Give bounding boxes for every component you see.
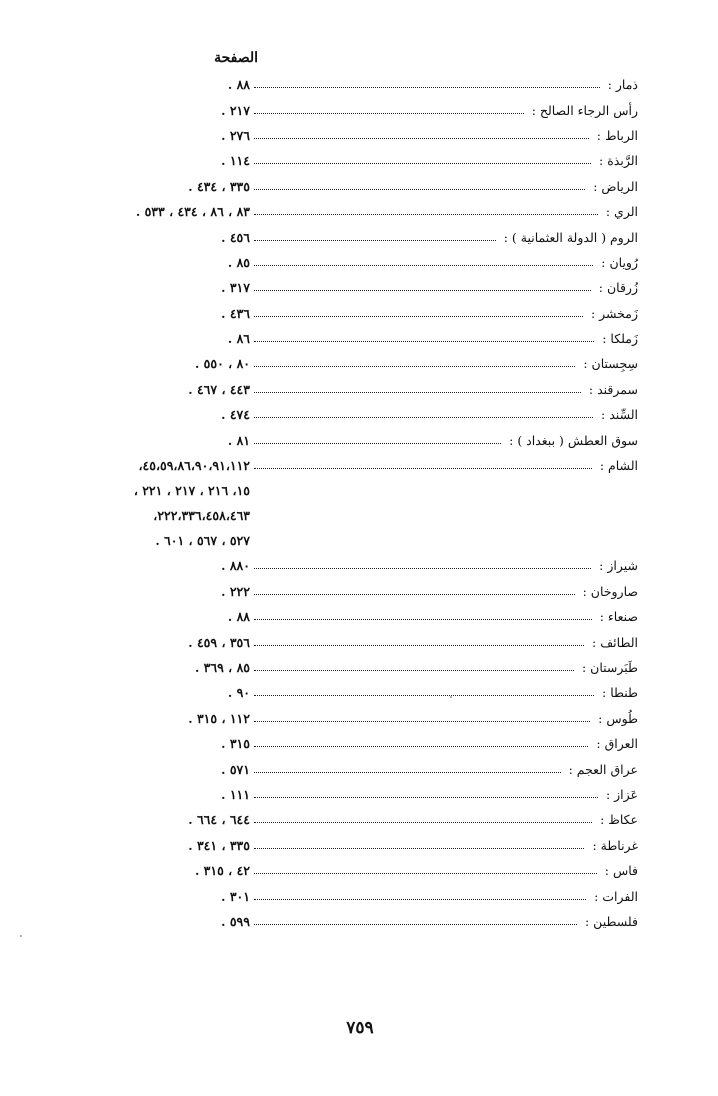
index-entry: [100, 756, 638, 781]
index-entry: [100, 553, 638, 578]
index-entry: [100, 807, 638, 832]
entry-page-numbers: ٢٢٢ .: [221, 583, 250, 599]
entry-page-numbers: ١١٢ ، ٣١٥ .: [188, 710, 250, 726]
entry-page-numbers: ٤٤٣ ، ٤٦٧ .: [188, 381, 250, 397]
dot-leader: [254, 138, 589, 139]
dot-leader: [254, 290, 591, 291]
dot-leader: [254, 670, 574, 671]
entry-place-name: العراق :: [596, 736, 638, 752]
dot-leader: [254, 772, 561, 773]
index-entry: [100, 655, 638, 680]
entry-page-numbers: ٤٥،٥٩،٨٦،٩٠،٩١،١١٢،: [138, 458, 250, 474]
dot-leader: [254, 619, 592, 620]
index-entry: [100, 453, 638, 478]
place-index-list: [100, 72, 638, 934]
entry-page-numbers: ٣٣٥ ، ٣٤١ .: [188, 837, 250, 853]
entry-page-numbers: ٣٠١ .: [221, 888, 250, 904]
entry-page-numbers: ٦٤٤ ، ٦٦٤ .: [188, 812, 250, 828]
index-entry: [100, 427, 638, 452]
entry-place-name: رأس الرجاء الصالح :: [531, 102, 638, 118]
entry-page-numbers: ٤٢ ، ٣١٥ .: [194, 863, 250, 879]
page-column-header: الصفحة: [214, 50, 258, 66]
entry-place-name: الروم ( الدولة العثمانية ) :: [503, 229, 638, 245]
entry-page-numbers: ٨٠ ، ٥٥٠ .: [194, 356, 250, 372]
entry-page-numbers: ٥٩٩ .: [221, 913, 250, 929]
entry-place-name: ذمار :: [607, 77, 638, 93]
entry-place-name: زُرقان :: [598, 280, 638, 296]
entry-page-numbers: ٨٥ .: [227, 254, 250, 270]
dot-leader: [254, 468, 592, 469]
index-entry: [100, 377, 638, 402]
dot-leader: [254, 417, 593, 418]
entry-page-numbers: ٣٥٦ ، ٤٥٩ .: [188, 634, 250, 650]
entry-place-name: عكاظ :: [600, 812, 638, 828]
entry-place-name: فلسطين :: [585, 913, 638, 929]
scan-speck: [450, 696, 452, 698]
index-entry: [100, 97, 638, 122]
index-entry: [100, 402, 638, 427]
entry-page-numbers: ١٥، ٢١٦ ، ٢١٧ ، ٢٢١ ،: [133, 483, 250, 499]
entry-page-numbers: ٣١٥ .: [221, 736, 250, 752]
index-entry: [100, 909, 638, 934]
entry-page-numbers: ٨٣ ، ٨٦ ، ٤٣٤ ، ٥٣٣ .: [135, 204, 250, 220]
index-entry: [100, 72, 638, 97]
entry-page-numbers: ٨٨ .: [227, 77, 250, 93]
dot-leader: [254, 848, 584, 849]
entry-page-numbers: ٨١ .: [227, 432, 250, 448]
entry-page-numbers: ٨٥ ، ٣٦٩ .: [194, 660, 250, 675]
entry-page-numbers: ٤٥٦ .: [221, 229, 250, 245]
dot-leader: [254, 594, 575, 595]
dot-leader: [254, 746, 588, 747]
entry-page-numbers: ٥٢٧ ، ٥٦٧ ، ٦٠١ .: [155, 533, 250, 549]
entry-place-name: سوق العطش ( ببغداد ) :: [509, 432, 638, 448]
entry-page-numbers: ٨٦ .: [227, 331, 250, 347]
index-entry: [100, 782, 638, 807]
dot-leader: [254, 899, 586, 900]
dot-leader: [254, 797, 598, 798]
dot-leader: [254, 341, 594, 342]
dot-leader: [254, 721, 590, 722]
index-entry: [100, 301, 638, 326]
dot-leader: [254, 240, 496, 241]
entry-place-name: صاروخان :: [582, 583, 638, 599]
dot-leader: [254, 822, 592, 823]
dot-leader: [254, 316, 583, 317]
index-entry: [100, 351, 638, 376]
dot-leader: [254, 695, 594, 696]
index-entry: [100, 629, 638, 654]
entry-place-name: السِّند :: [601, 407, 638, 423]
entry-place-name: الرَّبذة :: [599, 153, 638, 169]
dot-leader: [254, 392, 581, 393]
entry-place-name: عراق العجم :: [568, 761, 638, 777]
entry-page-numbers: ٤٣٦ .: [221, 305, 250, 321]
dot-leader: [254, 443, 501, 444]
entry-place-name: سِجِستان :: [583, 356, 638, 372]
dot-leader: [254, 214, 598, 215]
entry-place-name: طنطا :: [602, 685, 638, 701]
dot-leader: [254, 87, 600, 88]
entry-page-numbers: ٩٠ .: [227, 685, 250, 701]
dot-leader: [254, 366, 575, 367]
index-entry: [100, 275, 638, 300]
entry-place-name: طُوس :: [598, 710, 638, 726]
entry-page-numbers: ٢١٧ .: [221, 102, 250, 118]
entry-page-numbers: ٢٧٦ .: [221, 127, 250, 143]
index-entry: [100, 148, 638, 173]
entry-place-name: غرناطة :: [592, 837, 638, 853]
entry-place-name: الرياض :: [593, 178, 638, 194]
entry-place-name: الطائف :: [592, 634, 638, 650]
entry-place-name: زَمخشر :: [590, 305, 638, 321]
index-entry-continuation: [100, 503, 638, 528]
entry-page-numbers: ٣٣٥ ، ٤٣٤ .: [188, 178, 250, 194]
entry-page-numbers: ٢٢٢،٣٣٦،٤٥٨،٤٦٣،: [153, 508, 250, 524]
index-entry: [100, 199, 638, 224]
index-entry: [100, 174, 638, 199]
dot-leader: [254, 163, 591, 164]
index-entry: [100, 123, 638, 148]
entry-page-numbers: ١١١ .: [221, 786, 250, 802]
dot-leader: [254, 568, 591, 569]
dot-leader: [254, 873, 597, 874]
dot-leader: [254, 189, 585, 190]
scan-speck: [20, 935, 22, 937]
index-entry-continuation: [100, 478, 638, 503]
entry-place-name: طَبَرستان :: [581, 660, 638, 675]
entry-page-numbers: ٨٨ .: [227, 609, 250, 625]
dot-leader: [254, 265, 593, 266]
entry-place-name: سمرقند :: [588, 381, 638, 397]
index-entry: [100, 680, 638, 705]
entry-place-name: شيراز :: [599, 558, 638, 574]
entry-place-name: صنعاء :: [599, 609, 638, 625]
index-entry: [100, 883, 638, 908]
dot-leader: [254, 113, 524, 114]
entry-place-name: زَملكا :: [602, 331, 638, 347]
index-entry: [100, 326, 638, 351]
page-number: ٧٥٩: [346, 1018, 374, 1038]
entry-place-name: رُويان :: [601, 254, 638, 270]
entry-place-name: الفرات :: [594, 888, 638, 904]
entry-page-numbers: ١١٤ .: [221, 153, 250, 169]
entry-place-name: فاس :: [604, 863, 638, 879]
index-entry: [100, 604, 638, 629]
entry-place-name: الرباط :: [596, 127, 638, 143]
entry-page-numbers: ٤٧٤ .: [221, 407, 250, 423]
dot-leader: [254, 924, 577, 925]
index-entry: [100, 706, 638, 731]
index-entry: [100, 250, 638, 275]
index-entry: [100, 579, 638, 604]
entry-place-name: عَزاز :: [605, 786, 638, 802]
entry-place-name: الشام :: [599, 458, 638, 474]
index-entry: [100, 224, 638, 249]
entry-place-name: الري :: [605, 204, 638, 220]
entry-page-numbers: ٥٧١ .: [221, 761, 250, 777]
dot-leader: [254, 645, 584, 646]
index-entry: [100, 731, 638, 756]
entry-page-numbers: ٣١٧ .: [221, 280, 250, 296]
index-entry: [100, 858, 638, 883]
entry-page-numbers: ٨٨٠ .: [221, 558, 250, 574]
index-entry-continuation: [100, 528, 638, 553]
index-entry: [100, 833, 638, 858]
